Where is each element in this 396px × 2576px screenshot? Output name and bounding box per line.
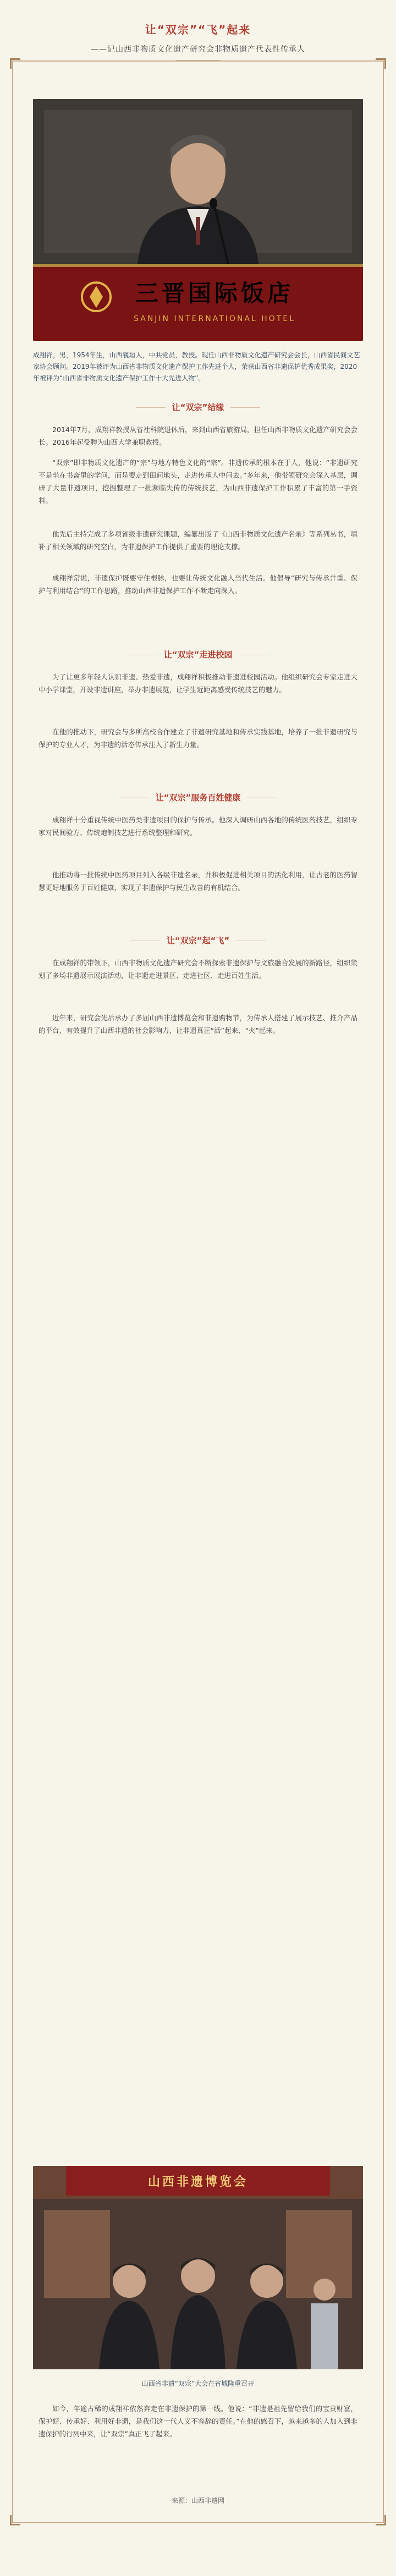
section-2-paragraph: 为了让更多年轻人认识非遗、热爱非遗，成翔祥积极推动非遗进校园活动。他组织研究会专家走进大中小学课堂，开设非遗讲座，举办非遗展览，让学生近距离感受传统技艺的魅力。 bbox=[38, 673, 358, 694]
title-divider bbox=[176, 60, 220, 61]
event-photo-illustration bbox=[33, 2166, 363, 2369]
section-1-paragraph: 2014年7月，成翔祥教授从省社科院退休后，来到山西省旅游局，担任山西非物质文化遗产研究会会长。2016年起受聘为山西大学兼职教授。 bbox=[38, 425, 358, 446]
speaker-caption: 成翔祥，男，1954年生，山西襄垣人，中共党员，教授。现任山西非物质文化遗产研究会会长，山西省民间文艺家协会顾问。2019年被评为山西省非物质文化遗产保护工作先进个人，荣获山西省非遗保护优秀成果奖，2020年被评为“山西省非物质文化遗产保护工作十大先进人物”。 bbox=[33, 351, 360, 382]
section-4-paragraph: 近年来，研究会先后承办了多届山西非遗博览会和非遗购物节，为传承人搭建了展示技艺、推介产品的平台，有效提升了山西非遗的社会影响力，让非遗真正“活”起来、“火”起来。 bbox=[38, 1014, 358, 1035]
section-1-heading: 让“双宗”结缘 bbox=[172, 402, 224, 412]
section-1-paragraph: 他先后主持完成了多项省级非遗研究课题，编纂出版了《山西非物质文化遗产名录》等系列丛书，填补了相关领域的研究空白，为非遗保护工作提供了重要的理论支撑。 bbox=[38, 530, 358, 551]
corner-ornament bbox=[10, 2515, 20, 2525]
section-1-paragraph: “双宗”即非物质文化遗产的“宗”与地方特色文化的“宗”。非遗传承的根本在于人，他说：“非遗研究不是坐在书斋里的学问，而是要走到田间地头，走进传承人中间去。”多年来，他带领研究会深入基层，调研了大量非遗项目，挖掘整理了一批濒临失传的传统技艺，为山西非遗保护工作积累了丰富的第一手资料。 bbox=[38, 458, 358, 505]
article-subtitle: ——记山西非物质文化遗产研究会非物质遗产代表性传承人 bbox=[91, 45, 305, 54]
hotel-banner-en: SANJIN INTERNATIONAL HOTEL bbox=[134, 314, 295, 323]
speaker-photo-illustration bbox=[33, 99, 363, 341]
event-photo bbox=[33, 2166, 363, 2369]
speaker-photo bbox=[33, 99, 363, 341]
section-4-heading: 让“双宗”起“飞” bbox=[166, 936, 230, 946]
section-1-paragraph: 成翔祥常说，非遗保护既要守住根脉，也要让传统文化融入当代生活。他倡导“研究与传承并重、保护与利用结合”的工作思路，推动山西非遗保护工作不断走向深入。 bbox=[38, 574, 358, 595]
section-heading bbox=[0, 401, 396, 413]
section-heading bbox=[0, 649, 396, 660]
section-2-heading: 让“双宗”走进校园 bbox=[163, 650, 233, 660]
section-4-paragraph: 在成翔祥的带领下，山西非物质文化遗产研究会不断探索非遗保护与文旅融合发展的新路径，组织策划了多场非遗展示展演活动，让非遗走进景区、走进社区、走进百姓生活。 bbox=[38, 959, 358, 980]
source-note: 来源：山西非遗网 bbox=[171, 2497, 224, 2505]
section-2-paragraph: 在他的推动下，研究会与多所高校合作建立了非遗研究基地和传承实践基地，培养了一批非遗研究与保护的专业人才，为非遗的活态传承注入了新生力量。 bbox=[38, 728, 358, 749]
section-3-paragraph: 成翔祥十分重视传统中医药类非遗项目的保护与传承。他深入调研山西各地的传统医药技艺，组织专家对民间验方、传统炮制技艺进行系统整理和研究。 bbox=[38, 816, 358, 837]
event-banner-text: 山西非遗博览会 bbox=[147, 2175, 249, 2189]
closing-paragraph: 如今，年逾古稀的成翔祥依然奔走在非遗保护的第一线。他说：“非遗是祖先留给我们的宝贵财富，保护好、传承好、利用好非遗，是我们这一代人义不容辞的责任。”在他的感召下，越来越多的人加入到非遗保护的行列中来，让“双宗”真正飞了起来。 bbox=[38, 2404, 358, 2438]
event-caption: 山西省非遗“双宗”大会在省城隆重召开 bbox=[141, 2380, 255, 2387]
article-title: 让“双宗”“飞”起来 bbox=[145, 23, 251, 36]
section-3-paragraph: 他推动将一批传统中医药项目列入各级非遗名录，并积极促进相关项目的活化利用，让古老的医药智慧更好地服务于百姓健康，实现了非遗保护与民生改善的有机结合。 bbox=[38, 871, 358, 892]
header bbox=[0, 21, 396, 61]
hotel-banner-cn: 三晋国际饭店 bbox=[135, 280, 294, 307]
corner-ornament bbox=[376, 2515, 386, 2525]
section-heading bbox=[0, 792, 396, 803]
section-heading bbox=[0, 935, 396, 946]
section-3-heading: 让“双宗”服务百姓健康 bbox=[155, 793, 241, 803]
